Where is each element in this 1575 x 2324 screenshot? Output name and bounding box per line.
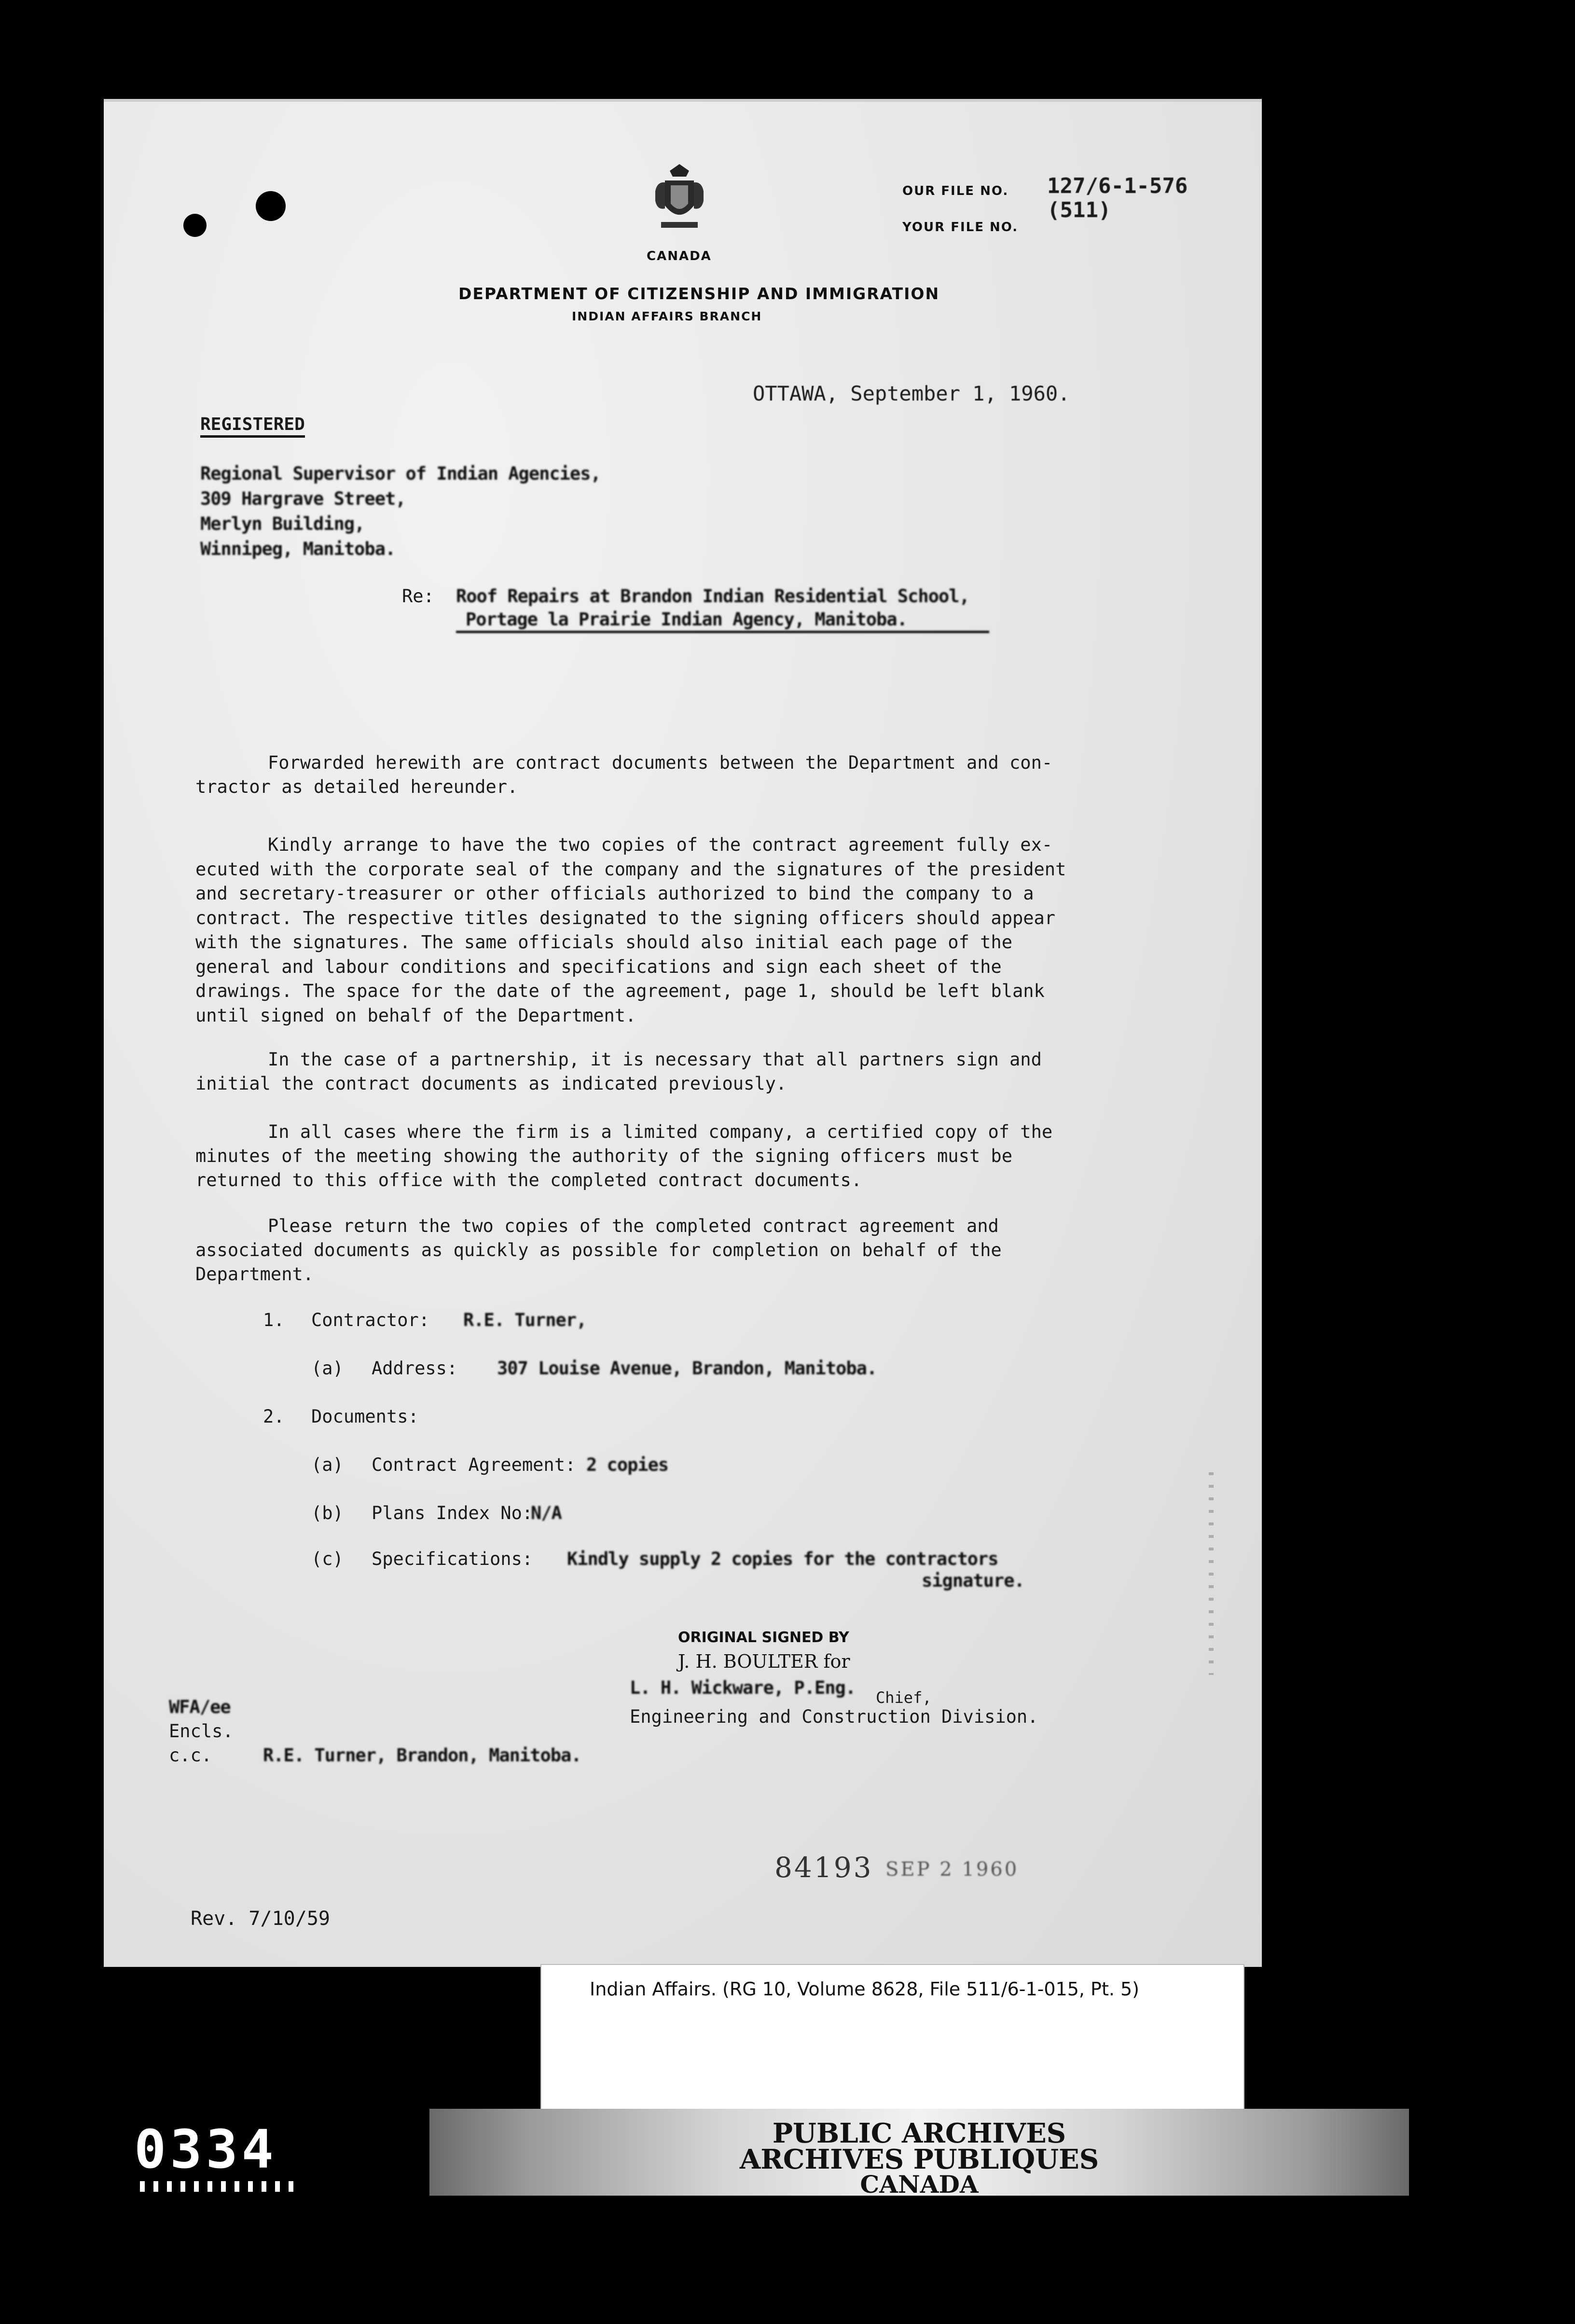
paragraph-line: associated documents as quickly as possible for completion on behalf of the xyxy=(195,1240,1002,1260)
paragraph xyxy=(195,833,1066,1028)
item-number: 1. xyxy=(263,1310,285,1330)
our-file-value: 127/6-1-576 (511) xyxy=(1047,174,1188,222)
registry-stamp-date: SEP 2 1960 xyxy=(885,1858,1019,1881)
re-label: Re: xyxy=(402,586,434,607)
contractor-value: R.E. Turner, xyxy=(463,1310,587,1330)
documents-label: Documents: xyxy=(311,1406,419,1427)
paragraph xyxy=(195,1214,1002,1286)
paragraph-line: Kindly arrange to have the two copies of the contract agreement fully ex- xyxy=(268,834,1053,855)
re-line: Roof Repairs at Brandon Indian Residential School, xyxy=(456,586,969,607)
registry-stamp-number: 84193 xyxy=(774,1851,873,1884)
addressee-line: 309 Hargrave Street, xyxy=(200,488,406,509)
plans-label: Plans Index No: xyxy=(372,1503,533,1523)
item-number: 2. xyxy=(263,1406,285,1427)
cc-value: R.E. Turner, Brandon, Manitoba. xyxy=(263,1745,581,1766)
canada-label: CANADA xyxy=(647,249,712,263)
signatory-title: Chief, xyxy=(876,1688,932,1707)
frame-number: 0334 xyxy=(134,2118,277,2180)
paragraph-line: drawings. The space for the date of the agreement, page 1, should be left blank xyxy=(195,981,1045,1001)
registered-label: REGISTERED xyxy=(200,414,305,438)
paragraph-line: contract. The respective titles designated to the signing officers should appear xyxy=(195,907,1056,928)
paragraph-line: general and labour conditions and specifications and sign each sheet of the xyxy=(195,956,1002,977)
item-letter: (c) xyxy=(311,1549,344,1569)
paragraph-line: initial the contract documents as indicated previously. xyxy=(195,1073,787,1094)
paragraph-line: Department. xyxy=(195,1264,314,1285)
address-label: Address: xyxy=(372,1358,458,1379)
agreement-value: 2 copies xyxy=(586,1454,669,1475)
initials: WFA/ee xyxy=(169,1697,231,1717)
paragraph-line: tractor as detailed hereunder. xyxy=(195,776,518,797)
paragraph-line: ecuted with the corporate seal of the company and the signatures of the president xyxy=(195,858,1066,880)
specifications-value: Kindly supply 2 copies for the contractors xyxy=(567,1549,998,1569)
document-page xyxy=(104,99,1262,1967)
item-letter: (b) xyxy=(311,1503,344,1523)
paragraph-line: returned to this office with the completed contract documents. xyxy=(195,1170,862,1190)
division-label: Engineering and Construction Division. xyxy=(630,1706,1038,1727)
punch-hole xyxy=(256,191,286,221)
place-date: OTTAWA, September 1, 1960. xyxy=(753,382,1070,405)
paragraph-line: In all cases where the firm is a limited company, a certified copy of the xyxy=(268,1121,1053,1142)
archives-line-3: CANADA xyxy=(860,2170,979,2199)
paragraph xyxy=(195,751,1052,799)
enclosures-label: Encls. xyxy=(169,1721,234,1742)
original-signed-label: ORIGINAL SIGNED BY xyxy=(678,1629,849,1646)
specifications-value: signature. xyxy=(922,1570,1024,1591)
addressee-block xyxy=(200,461,601,562)
coat-of-arms-icon xyxy=(650,162,708,235)
public-archives-label xyxy=(429,2109,1409,2199)
agreement-label: Contract Agreement: xyxy=(372,1454,576,1475)
signatory-name: L. H. Wickware, P.Eng. xyxy=(630,1677,856,1698)
margin-mark xyxy=(1209,1472,1214,1675)
branch-title: INDIAN AFFAIRS BRANCH xyxy=(572,309,762,323)
re-subject xyxy=(456,584,989,633)
paragraph-line: until signed on behalf of the Department. xyxy=(195,1005,636,1026)
revision-label: Rev. 7/10/59 xyxy=(191,1908,330,1930)
paragraph xyxy=(195,1120,1052,1192)
paragraph-line: Please return the two copies of the completed contract agreement and xyxy=(268,1216,999,1236)
archives-line-2: ARCHIVES PUBLIQUES xyxy=(739,2144,1099,2175)
paragraph-line: and secretary-treasurer or other officials authorized to bind the company to a xyxy=(195,883,1034,904)
contractor-label: Contractor: xyxy=(311,1310,430,1330)
address-value: 307 Louise Avenue, Brandon, Manitoba. xyxy=(497,1358,877,1379)
specifications-label: Specifications: xyxy=(372,1549,533,1569)
re-line: Portage la Prairie Indian Agency, Manitoba. xyxy=(456,609,989,633)
our-file-label: OUR FILE NO. xyxy=(902,184,1009,198)
plans-value: N/A xyxy=(531,1503,562,1523)
paragraph-line: minutes of the meeting showing the authority of the signing officers must be xyxy=(195,1146,1012,1166)
paragraph xyxy=(195,1048,1042,1096)
item-letter: (a) xyxy=(311,1358,344,1379)
punch-hole xyxy=(183,214,207,237)
archives-line-1: PUBLIC ARCHIVES xyxy=(772,2117,1066,2149)
department-title: DEPARTMENT OF CITIZENSHIP AND IMMIGRATION xyxy=(458,284,940,303)
paragraph-line: with the signatures. The same officials should also initial each page of the xyxy=(195,932,1012,953)
film-edge-ticks xyxy=(140,2181,299,2192)
archive-caption: Indian Affairs. (RG 10, Volume 8628, File 511/6-1-015, Pt. 5) xyxy=(590,1978,1139,2000)
paragraph-line: In the case of a partnership, it is necessary that all partners sign and xyxy=(268,1049,1042,1070)
item-letter: (a) xyxy=(311,1454,344,1475)
cc-label: c.c. xyxy=(169,1745,212,1766)
addressee-line: Merlyn Building, xyxy=(200,513,365,534)
addressee-line: Regional Supervisor of Indian Agencies, xyxy=(200,463,601,484)
archive-caption-box xyxy=(540,1964,1244,2111)
paragraph-line: Forwarded herewith are contract documents between the Department and con- xyxy=(268,752,1053,773)
addressee-line: Winnipeg, Manitoba. xyxy=(200,539,396,559)
your-file-label: YOUR FILE NO. xyxy=(902,220,1019,235)
signer-name: J. H. BOULTER for xyxy=(678,1651,850,1672)
